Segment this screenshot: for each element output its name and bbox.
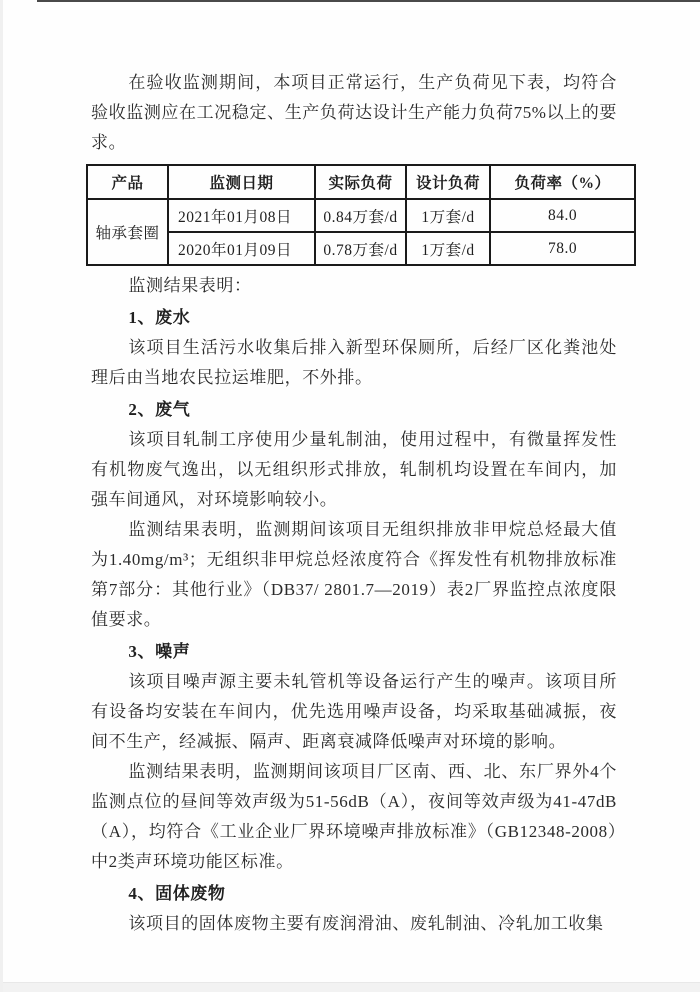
waste-gas-paragraph: 该项目轧制工序使用少量轧制油，使用过程中，有微量挥发性有机物废气逸出，以无组织形式排放，轧制机均设置在车间内，加强车间通风，对环境影响较小。: [91, 430, 617, 509]
section-heading-waste-gas: 2、废气: [128, 400, 191, 419]
date-cell: 2020年01月09日: [168, 232, 315, 265]
load-rate-cell: 78.0: [490, 232, 635, 265]
table-row: [87, 199, 635, 232]
intro-paragraph: 在验收监测期间，本项目正常运行，生产负荷见下表，均符合验收监测应在工况稳定、生产负荷达设计生产能力负荷75%以上的要求。: [91, 73, 617, 152]
production-load-table: [86, 164, 636, 266]
section-heading-solid-waste: 4、固体废物: [128, 884, 226, 903]
results-intro-line: 监测结果表明：: [128, 276, 252, 295]
design-load-cell: 1万套/d: [406, 199, 490, 232]
waste-gas-results-paragraph: 监测结果表明，监测期间该项目无组织排放非甲烷总烃最大值为1.40mg/m³；无组织非甲烷总烃浓度符合《挥发性有机物排放标准第7部分：其他行业》（DB37/ 2801.7—2019）表2厂界监控点浓度限值要求。: [91, 520, 617, 629]
solid-waste-paragraph: 该项目的固体废物主要有废润滑油、废轧制油、冷轧加工收集: [128, 914, 604, 933]
scan-edge-bottom: [3, 982, 700, 992]
header-actual-load: 实际负荷: [315, 165, 406, 199]
section-heading-noise: 3、噪声: [128, 642, 191, 661]
load-rate-cell: 84.0: [490, 199, 635, 232]
header-design-load: 设计负荷: [406, 165, 490, 199]
actual-load-cell: 0.78万套/d: [315, 232, 406, 265]
header-product: 产品: [87, 165, 168, 199]
actual-load-cell: 0.84万套/d: [315, 199, 406, 232]
header-date: 监测日期: [168, 165, 315, 199]
noise-paragraph: 该项目噪声源主要未轧管机等设备运行产生的噪声。该项目所有设备均安装在车间内，优先选用噪声设备，均采取基础减振，夜间不生产，经减振、隔声、距离衰减降低噪声对环境的影响。: [91, 672, 617, 751]
header-load-rate: 负荷率（%）: [490, 165, 635, 199]
product-cell: 轴承套圈: [87, 199, 168, 265]
section-heading-wastewater: 1、废水: [128, 308, 191, 327]
scan-edge-top: [37, 0, 700, 2]
table-row: [87, 232, 635, 265]
table-header-row: [87, 165, 635, 199]
noise-results-paragraph: 监测结果表明，监测期间该项目厂区南、西、北、东厂界外4个监测点位的昼间等效声级为51-56dB（A），夜间等效声级为41-47dB（A），均符合《工业企业厂界环境噪声排放标准》（GB12348-2008）中2类声环境功能区标准。: [91, 762, 617, 871]
design-load-cell: 1万套/d: [406, 232, 490, 265]
page-content: [91, 68, 617, 939]
wastewater-paragraph: 该项目生活污水收集后排入新型环保厕所，后经厂区化粪池处理后由当地农民拉运堆肥，不外排。: [91, 338, 617, 387]
date-cell: 2021年01月08日: [168, 199, 315, 232]
